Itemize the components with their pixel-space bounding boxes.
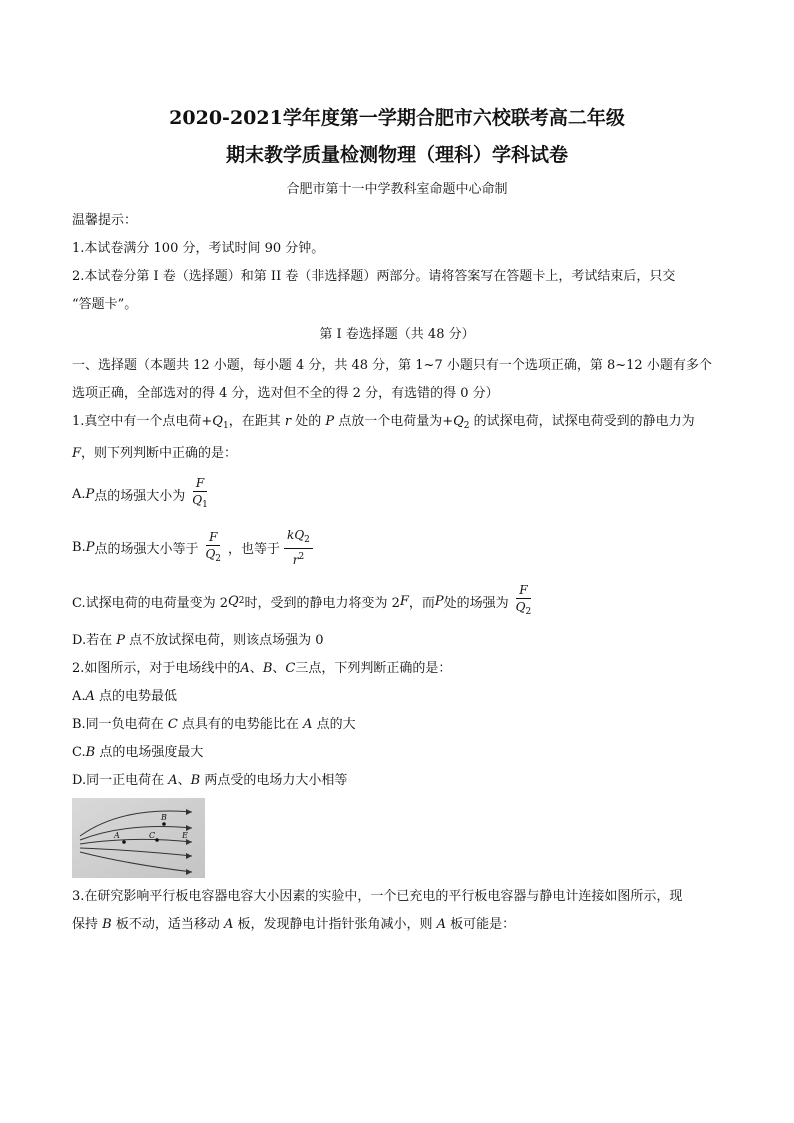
q3-stem: 3.在研究影响平行板电容器电容大小因素的实验中，一个已充电的平行板电容器与静电计连接如图所示，现 [72, 889, 683, 904]
fraction-f-over-q1: $\frac{F}{Q_1}$ [192, 476, 208, 510]
q1-option-a: A. P 点的场强大小为 $\frac{F}{Q_1}$ [72, 475, 722, 513]
field-lines-figure [72, 798, 205, 878]
q1-stem-cont: F，则下列判断中正确的是： [72, 446, 238, 461]
label-b: B [161, 813, 167, 822]
fraction-f-over-q2-c: $\frac{F}{Q_2}$ [515, 583, 532, 617]
q1-stem: 1.真空中有一个点电荷$+Q_1$，在距其 r 处的 P 点放一个电荷量为$+Q_2$ 的试探电荷，试探电荷受到的静电力为 [72, 414, 695, 431]
issuer: 合肥市第十一中学教科室命题中心命制 [286, 182, 508, 197]
q1-option-d: D.若在 P 点不放试探电荷，则该点场强为 0 [72, 633, 324, 648]
q2-option-b: B.同一负电荷在 C 点具有的电势能比在 A 点的大 [72, 717, 356, 732]
note-1: 1.本试卷满分 100 分，考试时间 90 分钟。 [72, 241, 325, 256]
exam-page [72, 100, 722, 934]
label-c: C [149, 831, 156, 840]
q2-stem: 2.如图所示，对于电场线中的A、B、C三点，下列判断正确的是： [72, 661, 452, 676]
note-2: 2.本试卷分第 I 卷（选择题）和第 II 卷（非选择题）两部分。请将答案写在答题卡上，考试结束后，只交 [72, 269, 676, 284]
label-a: A [114, 831, 120, 840]
note-2-cont: “答题卡”。 [72, 297, 138, 312]
fraction-kq2-over-r2: $\frac{kQ_2}{r^2}$ [284, 527, 313, 568]
q1-option-c: C.试探电荷的电荷量变为 2 Q 2 时，受到的静电力将变为 2 F ，而 P 处的场强为 $\frac{F}{Q_2}$ [72, 582, 722, 620]
section-instructions: 一、选择题（本题共 12 小题，每小题 4 分，共 48 分，第 1~7 小题只有一个选项正确，第 8~12 小题有多个 [72, 358, 712, 373]
q2-option-d: D.同一正电荷在 A、B 两点受的电场力大小相等 [72, 773, 348, 788]
q1-option-b: B. P 点的场强大小等于 $\frac{F}{Q_2}$ ，也等于 $\frac{kQ_2}{r^2}$ [72, 527, 722, 568]
q3-stem-cont: 保持 B 板不动，适当移动 A 板，发现静电计指针张角减小，则 A 板可能是： [72, 917, 516, 932]
exam-title-line2: 期末教学质量检测物理（理科）学科试卷 [225, 144, 568, 166]
label-e: E [182, 831, 188, 840]
q2-option-c: C.B 点的电场强度最大 [72, 745, 204, 760]
notes-heading: 温馨提示： [72, 213, 138, 228]
section-instructions-cont: 选项正确，全部选对的得 4 分，选对但不全的得 2 分，有选错的得 0 分） [72, 386, 499, 401]
section-title: 第 I 卷选择题（共 48 分） [319, 327, 475, 342]
exam-title-line1: 2020-2021学年度第一学期合肥市六校联考高二年级 [169, 107, 625, 129]
q2-option-a: A.A 点的电势最低 [72, 689, 178, 704]
fraction-f-over-q2: $\frac{F}{Q_2}$ [205, 529, 222, 564]
